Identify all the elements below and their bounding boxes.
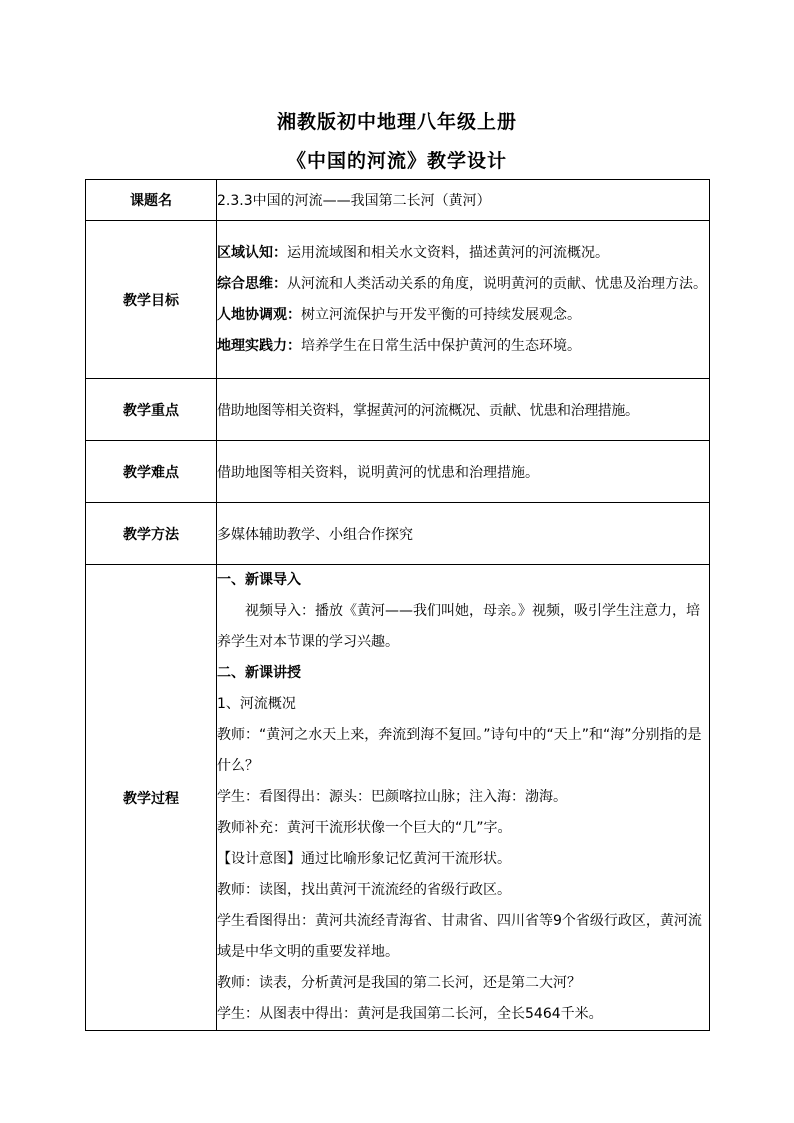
paragraph: 【设计意图】通过比喻形象记忆黄河干流形状。: [217, 851, 511, 867]
label-process: 教学过程: [86, 565, 217, 1031]
label-goals: 教学目标: [86, 221, 217, 379]
section-heading: 一、新课导入: [217, 572, 301, 588]
value-methods: 多媒体辅助教学、小组合作探究: [217, 503, 710, 565]
section-heading: 二、新课讲授: [217, 665, 301, 681]
table-row-key-points: [86, 379, 710, 441]
label-topic: 课题名: [86, 180, 217, 221]
value-topic: 2.3.3中国的河流——我国第二长河（黄河）: [217, 180, 710, 221]
table-row-topic: [86, 180, 710, 221]
goal-item: 区域认知：运用流域图和相关水文资料，描述黄河的河流概况。: [217, 244, 609, 261]
table-row-process: [86, 565, 710, 1031]
paragraph: 教师补充：黄河干流形状像一个巨大的“几”字。: [217, 820, 512, 836]
table-row-difficulties: [86, 441, 710, 503]
paragraph: 教师：读表，分析黄河是我国的第二长河，还是第二大河？: [217, 975, 581, 991]
value-goals: [217, 221, 710, 379]
label-difficulties: 教学难点: [86, 441, 217, 503]
label-methods: 教学方法: [86, 503, 217, 565]
goal-item: 地理实践力：培养学生在日常生活中保护黄河的生态环境。: [217, 337, 581, 354]
doc-subtitle: 《中国的河流》教学设计: [286, 150, 507, 172]
label-key-points: 教学重点: [86, 379, 217, 441]
value-process: [217, 565, 710, 1031]
goal-item: 综合思维：从河流和人类活动关系的角度，说明黄河的贡献、忧患及治理方法。: [217, 275, 707, 292]
value-difficulties: 借助地图等相关资料，说明黄河的忧患和治理措施。: [217, 441, 710, 503]
paragraph: 教师：读图，找出黄河干流流经的省级行政区。: [217, 882, 511, 898]
table-row-methods: [86, 503, 710, 565]
paragraph: 学生：看图得出：源头：巴颜喀拉山脉；注入海：渤海。: [217, 789, 567, 805]
table-row-goals: [86, 221, 710, 379]
paragraph: 学生：从图表中得出：黄河是我国第二长河，全长5464千米。: [217, 1006, 603, 1022]
paragraph: 学生看图得出：黄河共流经青海省、甘肃省、四川省等9个省级行政区，黄河流域是中华文明的重要发祥地。: [217, 913, 702, 960]
value-key-points: 借助地图等相关资料，掌握黄河的河流概况、贡献、忧患和治理措施。: [217, 379, 710, 441]
paragraph: 视频导入：播放《黄河——我们叫她，母亲。》视频，吸引学生注意力，培养学生对本节课的学习兴趣。: [217, 603, 700, 650]
goal-item: 人地协调观：树立河流保护与开发平衡的可持续发展观念。: [217, 306, 581, 323]
sub-heading: 1、河流概况: [217, 696, 296, 712]
lesson-plan-table: [85, 179, 710, 1031]
doc-title: 湘教版初中地理八年级上册: [276, 111, 517, 133]
paragraph: 教师：“黄河之水天上来，奔流到海不复回。”诗句中的“天上”和“海”分别指的是什么？: [217, 727, 702, 774]
